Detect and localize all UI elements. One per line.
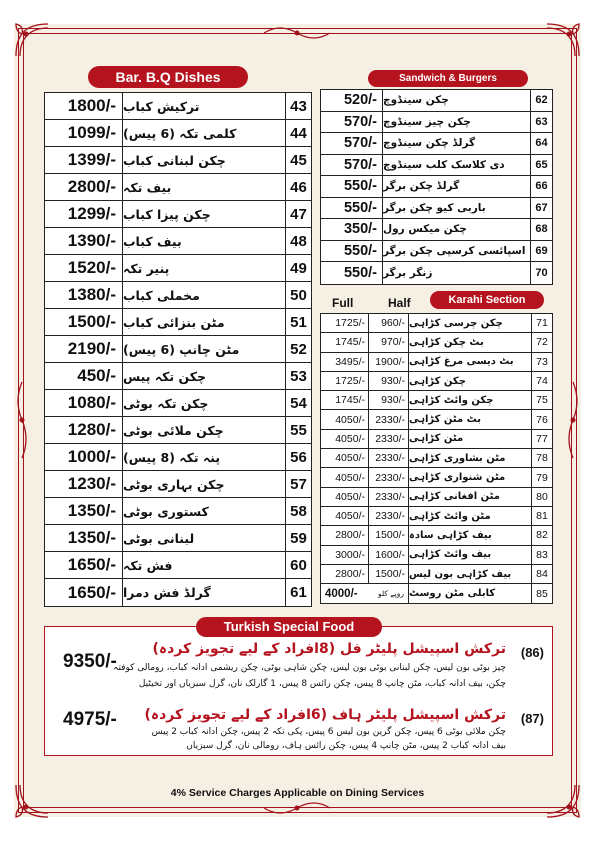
item-half-price: 1500/- — [369, 565, 409, 583]
item-name: چکن پیزا کباب — [123, 206, 211, 222]
item-name: مٹن بنزائی کباب — [123, 314, 225, 330]
item-name: بٹ چکن کڑاہی — [409, 336, 484, 348]
item-name: اسپائسی کرسپی چکن برگر — [383, 244, 526, 257]
item-half-price: 2330/- — [369, 468, 409, 486]
item-name: چکن بہاری بوٹی — [123, 476, 225, 492]
item-number: 47 — [285, 201, 311, 227]
item-number: 55 — [285, 417, 311, 443]
item-name: پنیر تکہ — [123, 260, 170, 276]
right-flourish-icon — [567, 380, 579, 460]
item-price: 1000/- — [45, 444, 123, 470]
bbq-menu-row — [45, 579, 311, 606]
item-number: 69 — [530, 241, 552, 262]
bbq-section-title: Bar. B.Q Dishes — [88, 66, 248, 88]
item-number: 80 — [531, 488, 552, 506]
item-half-price: 2330/- — [369, 430, 409, 448]
item-name: چکن ملائی بوٹی — [123, 422, 224, 438]
karahi-menu-row — [321, 430, 552, 449]
bbq-menu-row — [45, 552, 311, 579]
item-price: 4000/- — [325, 587, 358, 600]
item-number: 45 — [285, 147, 311, 173]
item-price: 2190/- — [45, 336, 123, 362]
item-price: 550/- — [321, 262, 383, 284]
item-number: 81 — [531, 507, 552, 525]
bbq-menu-row — [45, 417, 311, 444]
service-charge-note: 4% Service Charges Applicable on Dining Services — [170, 787, 425, 799]
item-number: 56 — [285, 444, 311, 470]
item-number: 53 — [285, 363, 311, 389]
corner-ornament-icon — [12, 20, 52, 60]
sandwich-menu-row — [321, 155, 552, 177]
item-number: 60 — [285, 552, 311, 578]
turkish-special-box — [44, 626, 553, 756]
karahi-menu-row — [321, 314, 552, 333]
turkish-item-86-number: (86) — [520, 645, 544, 660]
item-full-price: 1725/- — [321, 314, 369, 332]
turkish-item-87-desc-line2: بیف ادانہ کباب 2 پیس، مٹن چانپ 4 پیس، چکن رائس ہاف، رومالی نان، گرل سبزیاں — [186, 741, 506, 751]
item-half-price: 930/- — [369, 372, 409, 390]
item-name: بٹ دیسی مرغ کڑاہی — [409, 356, 514, 368]
item-full-price: 3000/- — [321, 546, 369, 564]
item-name: دی کلاسک کلب سینڈوچ — [383, 158, 505, 171]
item-name: پنہ تکہ (8 پیس) — [123, 449, 221, 465]
karahi-menu-row — [321, 391, 552, 410]
item-number: 63 — [530, 112, 552, 133]
bbq-menu-row — [45, 282, 311, 309]
item-name: بیف کباب — [123, 233, 182, 249]
item-name: مٹن بشاوری کڑاہی — [409, 452, 506, 464]
sandwich-menu-row — [321, 176, 552, 198]
bbq-menu-row — [45, 174, 311, 201]
item-half-price: 1600/- — [369, 546, 409, 564]
item-number: 78 — [531, 449, 552, 467]
bbq-menu-row — [45, 147, 311, 174]
karahi-menu-row — [321, 546, 552, 565]
bbq-menu-row — [45, 255, 311, 282]
item-full-price: 1725/- — [321, 372, 369, 390]
item-price: 1350/- — [45, 498, 123, 524]
item-number: 59 — [285, 525, 311, 551]
item-name: زنگر برگر — [383, 266, 433, 279]
item-number: 84 — [531, 565, 552, 583]
item-half-price: 2330/- — [369, 488, 409, 506]
item-half-price: 2330/- — [369, 507, 409, 525]
karahi-menu-row — [321, 410, 552, 429]
karahi-menu-row — [321, 565, 552, 584]
item-full-price: 2800/- — [321, 565, 369, 583]
item-full-price: 4050/- — [321, 430, 369, 448]
item-price-per-kg — [321, 584, 409, 603]
sandwich-menu-table — [320, 89, 553, 285]
item-name: ترکیش کباب — [123, 98, 200, 114]
karahi-section-title: Karahi Section — [430, 291, 544, 309]
item-number: 44 — [285, 120, 311, 146]
item-name: چکن چیز سینڈوچ — [383, 115, 471, 128]
item-name: باربی کیو چکن برگر — [383, 201, 486, 214]
item-number: 65 — [530, 155, 552, 176]
item-number: 72 — [531, 333, 552, 351]
item-number: 77 — [531, 430, 552, 448]
item-number: 71 — [531, 314, 552, 332]
item-name: بٹ مٹن کڑاہی — [409, 414, 482, 426]
item-name: گرلڈ فش دمرا — [123, 585, 211, 600]
karahi-menu-row — [321, 584, 552, 603]
bbq-menu-row — [45, 525, 311, 552]
item-name: مٹن چانپ (6 پیس) — [123, 341, 240, 357]
karahi-menu-row — [321, 353, 552, 372]
turkish-item-87-desc-line1: چکن ملائی بوٹی 6 پیس، چکن گرین بون لیس 6 پیس، پکی تکہ 2 پیس، چکن ادانہ کباب 2 پیس — [151, 727, 506, 737]
item-price: 1280/- — [45, 417, 123, 443]
item-price: 1500/- — [45, 309, 123, 335]
item-price: 1230/- — [45, 471, 123, 497]
sandwich-menu-row — [321, 241, 552, 263]
item-number: 67 — [530, 198, 552, 219]
item-price: 1520/- — [45, 255, 123, 281]
sandwich-menu-row — [321, 90, 552, 112]
item-number: 70 — [530, 262, 552, 284]
item-number: 76 — [531, 410, 552, 428]
item-name: مٹن افغانی کڑاہی — [409, 491, 500, 503]
karahi-menu-table — [320, 313, 553, 604]
item-name: فش تکہ — [123, 557, 173, 573]
item-full-price: 1745/- — [321, 391, 369, 409]
item-full-price: 4050/- — [321, 449, 369, 467]
item-price: 1650/- — [45, 552, 123, 578]
karahi-menu-row — [321, 526, 552, 545]
karahi-menu-row — [321, 449, 552, 468]
item-price: 2800/- — [45, 174, 123, 200]
item-name: بیف وائٹ کڑاہی — [409, 549, 492, 561]
item-number: 43 — [285, 93, 311, 119]
sandwich-menu-row — [321, 262, 552, 284]
item-name: کلمی تکہ (6 پیس) — [123, 125, 237, 141]
item-full-price: 2800/- — [321, 526, 369, 544]
left-flourish-icon — [16, 380, 28, 460]
turkish-item-87-price: 4975/- — [63, 709, 117, 730]
item-price: 1800/- — [45, 93, 123, 119]
item-name: چکن تکہ پیس — [123, 368, 206, 384]
item-price: 1390/- — [45, 228, 123, 254]
full-column-header: Full — [332, 296, 354, 310]
bottom-flourish-icon — [262, 801, 332, 815]
corner-ornament-icon — [543, 20, 583, 60]
item-price: 570/- — [321, 112, 383, 133]
item-name: چکن میکس رول — [383, 223, 467, 236]
item-number: 66 — [530, 176, 552, 197]
item-name: گرلڈ چکن برگر — [383, 180, 460, 193]
item-number: 79 — [531, 468, 552, 486]
item-number: 83 — [531, 546, 552, 564]
item-number: 75 — [531, 391, 552, 409]
item-name: مٹن کڑاہی — [409, 433, 464, 445]
item-number: 46 — [285, 174, 311, 200]
item-price: 1080/- — [45, 390, 123, 416]
item-price: 350/- — [321, 219, 383, 240]
item-number: 61 — [285, 579, 311, 606]
item-full-price: 3495/- — [321, 353, 369, 371]
bbq-menu-row — [45, 444, 311, 471]
turkish-item-87-number: (87) — [520, 711, 544, 726]
top-flourish-icon — [262, 26, 332, 40]
bbq-menu-table — [44, 92, 312, 607]
item-full-price: 4050/- — [321, 468, 369, 486]
sandwich-section-title: Sandwich & Burgers — [368, 70, 528, 87]
karahi-menu-row — [321, 468, 552, 487]
bbq-menu-row — [45, 120, 311, 147]
item-name: مٹن وائٹ کڑاہی — [409, 510, 491, 522]
item-number: 57 — [285, 471, 311, 497]
item-number: 58 — [285, 498, 311, 524]
item-price: 550/- — [321, 241, 383, 262]
item-number: 73 — [531, 353, 552, 371]
item-full-price: 4050/- — [321, 507, 369, 525]
item-number: 49 — [285, 255, 311, 281]
half-column-header: Half — [388, 296, 411, 310]
item-price: 1380/- — [45, 282, 123, 308]
item-price: 520/- — [321, 90, 383, 111]
price-unit: روپے کلو — [377, 589, 404, 599]
karahi-menu-row — [321, 488, 552, 507]
item-full-price: 1745/- — [321, 333, 369, 351]
item-number: 54 — [285, 390, 311, 416]
bbq-menu-row — [45, 363, 311, 390]
item-price: 1299/- — [45, 201, 123, 227]
item-name: کستوری بوٹی — [123, 503, 209, 519]
item-price: 570/- — [321, 133, 383, 154]
item-half-price: 2330/- — [369, 449, 409, 467]
sandwich-menu-row — [321, 219, 552, 241]
karahi-menu-row — [321, 507, 552, 526]
item-price: 550/- — [321, 198, 383, 219]
item-price: 550/- — [321, 176, 383, 197]
sandwich-menu-row — [321, 133, 552, 155]
item-half-price: 1900/- — [369, 353, 409, 371]
bbq-menu-row — [45, 336, 311, 363]
item-number: 52 — [285, 336, 311, 362]
sandwich-menu-row — [321, 112, 552, 134]
item-name: گرلڈ چکن سینڈوچ — [383, 137, 476, 150]
item-name: چکن لبنانی کباب — [123, 152, 226, 168]
item-name: چکن کڑاہی — [409, 375, 466, 387]
item-name: چکن چرسی کڑاہی — [409, 317, 503, 329]
item-price: 450/- — [45, 363, 123, 389]
item-name: بیف کڑاہی بون لیس — [409, 568, 512, 580]
item-number: 74 — [531, 372, 552, 390]
item-name: چکن وائٹ کڑاہی — [409, 394, 494, 406]
turkish-item-87-title: ترکش اسپیشل پلیٹر ہاف (6افراد کے لیے تجویز کردہ) — [144, 707, 506, 723]
item-name: مخملی کباب — [123, 287, 200, 303]
turkish-section-title: Turkish Special Food — [196, 617, 382, 637]
item-name: کابلی مٹن روسٹ — [409, 588, 496, 600]
turkish-item-86-price: 9350/- — [63, 651, 117, 672]
item-number: 82 — [531, 526, 552, 544]
item-half-price: 960/- — [369, 314, 409, 332]
item-name: بیف تکہ — [123, 179, 172, 195]
bbq-menu-row — [45, 309, 311, 336]
item-name: مٹن شنواری کڑاہی — [409, 472, 506, 484]
item-full-price: 4050/- — [321, 488, 369, 506]
sandwich-menu-row — [321, 198, 552, 220]
bbq-menu-row — [45, 471, 311, 498]
item-name: چکن سینڈوچ — [383, 94, 449, 107]
item-half-price: 1500/- — [369, 526, 409, 544]
item-number: 85 — [531, 584, 552, 603]
item-half-price: 970/- — [369, 333, 409, 351]
item-name: چکن تکہ بوٹی — [123, 395, 209, 411]
item-half-price: 2330/- — [369, 410, 409, 428]
item-name: لبنانی بوٹی — [123, 530, 195, 546]
item-price: 1350/- — [45, 525, 123, 551]
bbq-menu-row — [45, 228, 311, 255]
item-number: 51 — [285, 309, 311, 335]
item-price: 570/- — [321, 155, 383, 176]
turkish-item-86-title: ترکش اسپیشل پلیٹر فل (8افراد کے لیے تجویز کردہ) — [152, 641, 506, 657]
item-number: 68 — [530, 219, 552, 240]
item-price: 1399/- — [45, 147, 123, 173]
bbq-menu-row — [45, 201, 311, 228]
karahi-menu-row — [321, 372, 552, 391]
item-price: 1650/- — [45, 579, 123, 606]
item-number: 50 — [285, 282, 311, 308]
karahi-menu-row — [321, 333, 552, 352]
item-number: 62 — [530, 90, 552, 111]
item-number: 64 — [530, 133, 552, 154]
item-number: 48 — [285, 228, 311, 254]
bbq-menu-row — [45, 498, 311, 525]
bbq-menu-row — [45, 93, 311, 120]
turkish-item-86-desc-line2: چکن، بیف ادانہ کباب، مٹن چانپ 8 پیس، چکن رائس 8 پیس، 1 گارلک نان، گرل سبزیاں اور تخیٹیل — [138, 679, 506, 689]
turkish-item-86-desc-line1: چیز بوٹی بون لیس، چکن لبنانی بوٹی بون لیس، چکن شاہی بوٹی، چکن ریشمی ادانہ کباب، رومالی کوفتہ — [113, 663, 506, 673]
bbq-menu-row — [45, 390, 311, 417]
item-name: بیف کڑاہی سادہ — [409, 529, 492, 541]
item-half-price: 930/- — [369, 391, 409, 409]
item-full-price: 4050/- — [321, 410, 369, 428]
item-price: 1099/- — [45, 120, 123, 146]
